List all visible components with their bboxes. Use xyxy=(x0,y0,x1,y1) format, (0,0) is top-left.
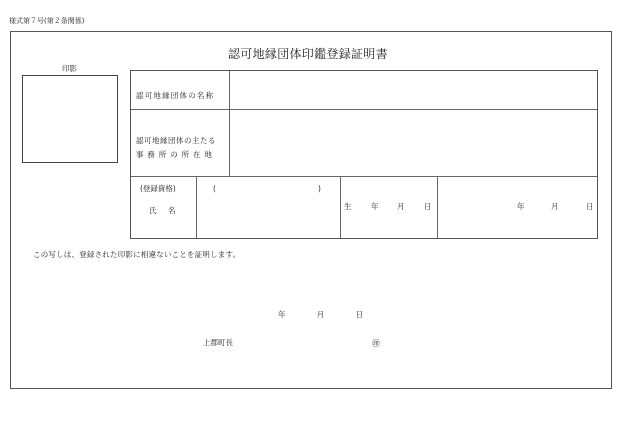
column-divider xyxy=(340,176,341,238)
date-year-label: 年 xyxy=(517,202,525,211)
registration-table xyxy=(130,70,598,239)
certification-statement: この写しは、登録された印影に相違ないことを証明します。 xyxy=(33,250,241,259)
issue-day-label: 日 xyxy=(355,310,363,319)
seal-mark-icon: ㊞ xyxy=(372,339,380,348)
person-name-label: 氏 名 xyxy=(149,206,178,215)
birth-day-label: 日 xyxy=(424,202,432,211)
paren-close: ) xyxy=(318,184,321,193)
column-divider xyxy=(229,109,230,176)
column-divider xyxy=(437,176,438,238)
office-address-field xyxy=(231,111,591,174)
qualification-label: (登録資格) xyxy=(140,184,176,193)
name-field xyxy=(231,73,591,107)
issue-month-label: 月 xyxy=(316,310,325,319)
row-divider xyxy=(131,109,597,110)
birth-year-label: 年 xyxy=(371,202,379,211)
birth-month-label: 月 xyxy=(397,202,405,211)
seal-box-label: 印影 xyxy=(62,64,77,73)
date-day-label: 日 xyxy=(586,202,594,211)
form-number: 様式第７号(第２条関係) xyxy=(9,17,85,25)
office-label-line2: 事務所の所在地 xyxy=(136,150,216,159)
issue-year-label: 年 xyxy=(278,310,286,319)
column-divider xyxy=(196,176,197,238)
name-label-text: 認可地縁団体の名称 xyxy=(136,91,215,100)
row-divider xyxy=(131,176,597,177)
issue-date xyxy=(278,311,363,319)
column-divider xyxy=(229,71,230,109)
birth-label: 生 xyxy=(344,202,352,211)
paren-open: ( xyxy=(213,184,216,193)
date-month-label: 月 xyxy=(551,202,559,211)
issuer-title: 上郡町長 xyxy=(203,338,233,347)
page-title: 認可地縁団体印鑑登録証明書 xyxy=(228,47,388,61)
seal-impression-box xyxy=(22,75,118,163)
name-label xyxy=(136,90,226,101)
office-label-line1: 認可地縁団体の主たる xyxy=(136,136,216,145)
